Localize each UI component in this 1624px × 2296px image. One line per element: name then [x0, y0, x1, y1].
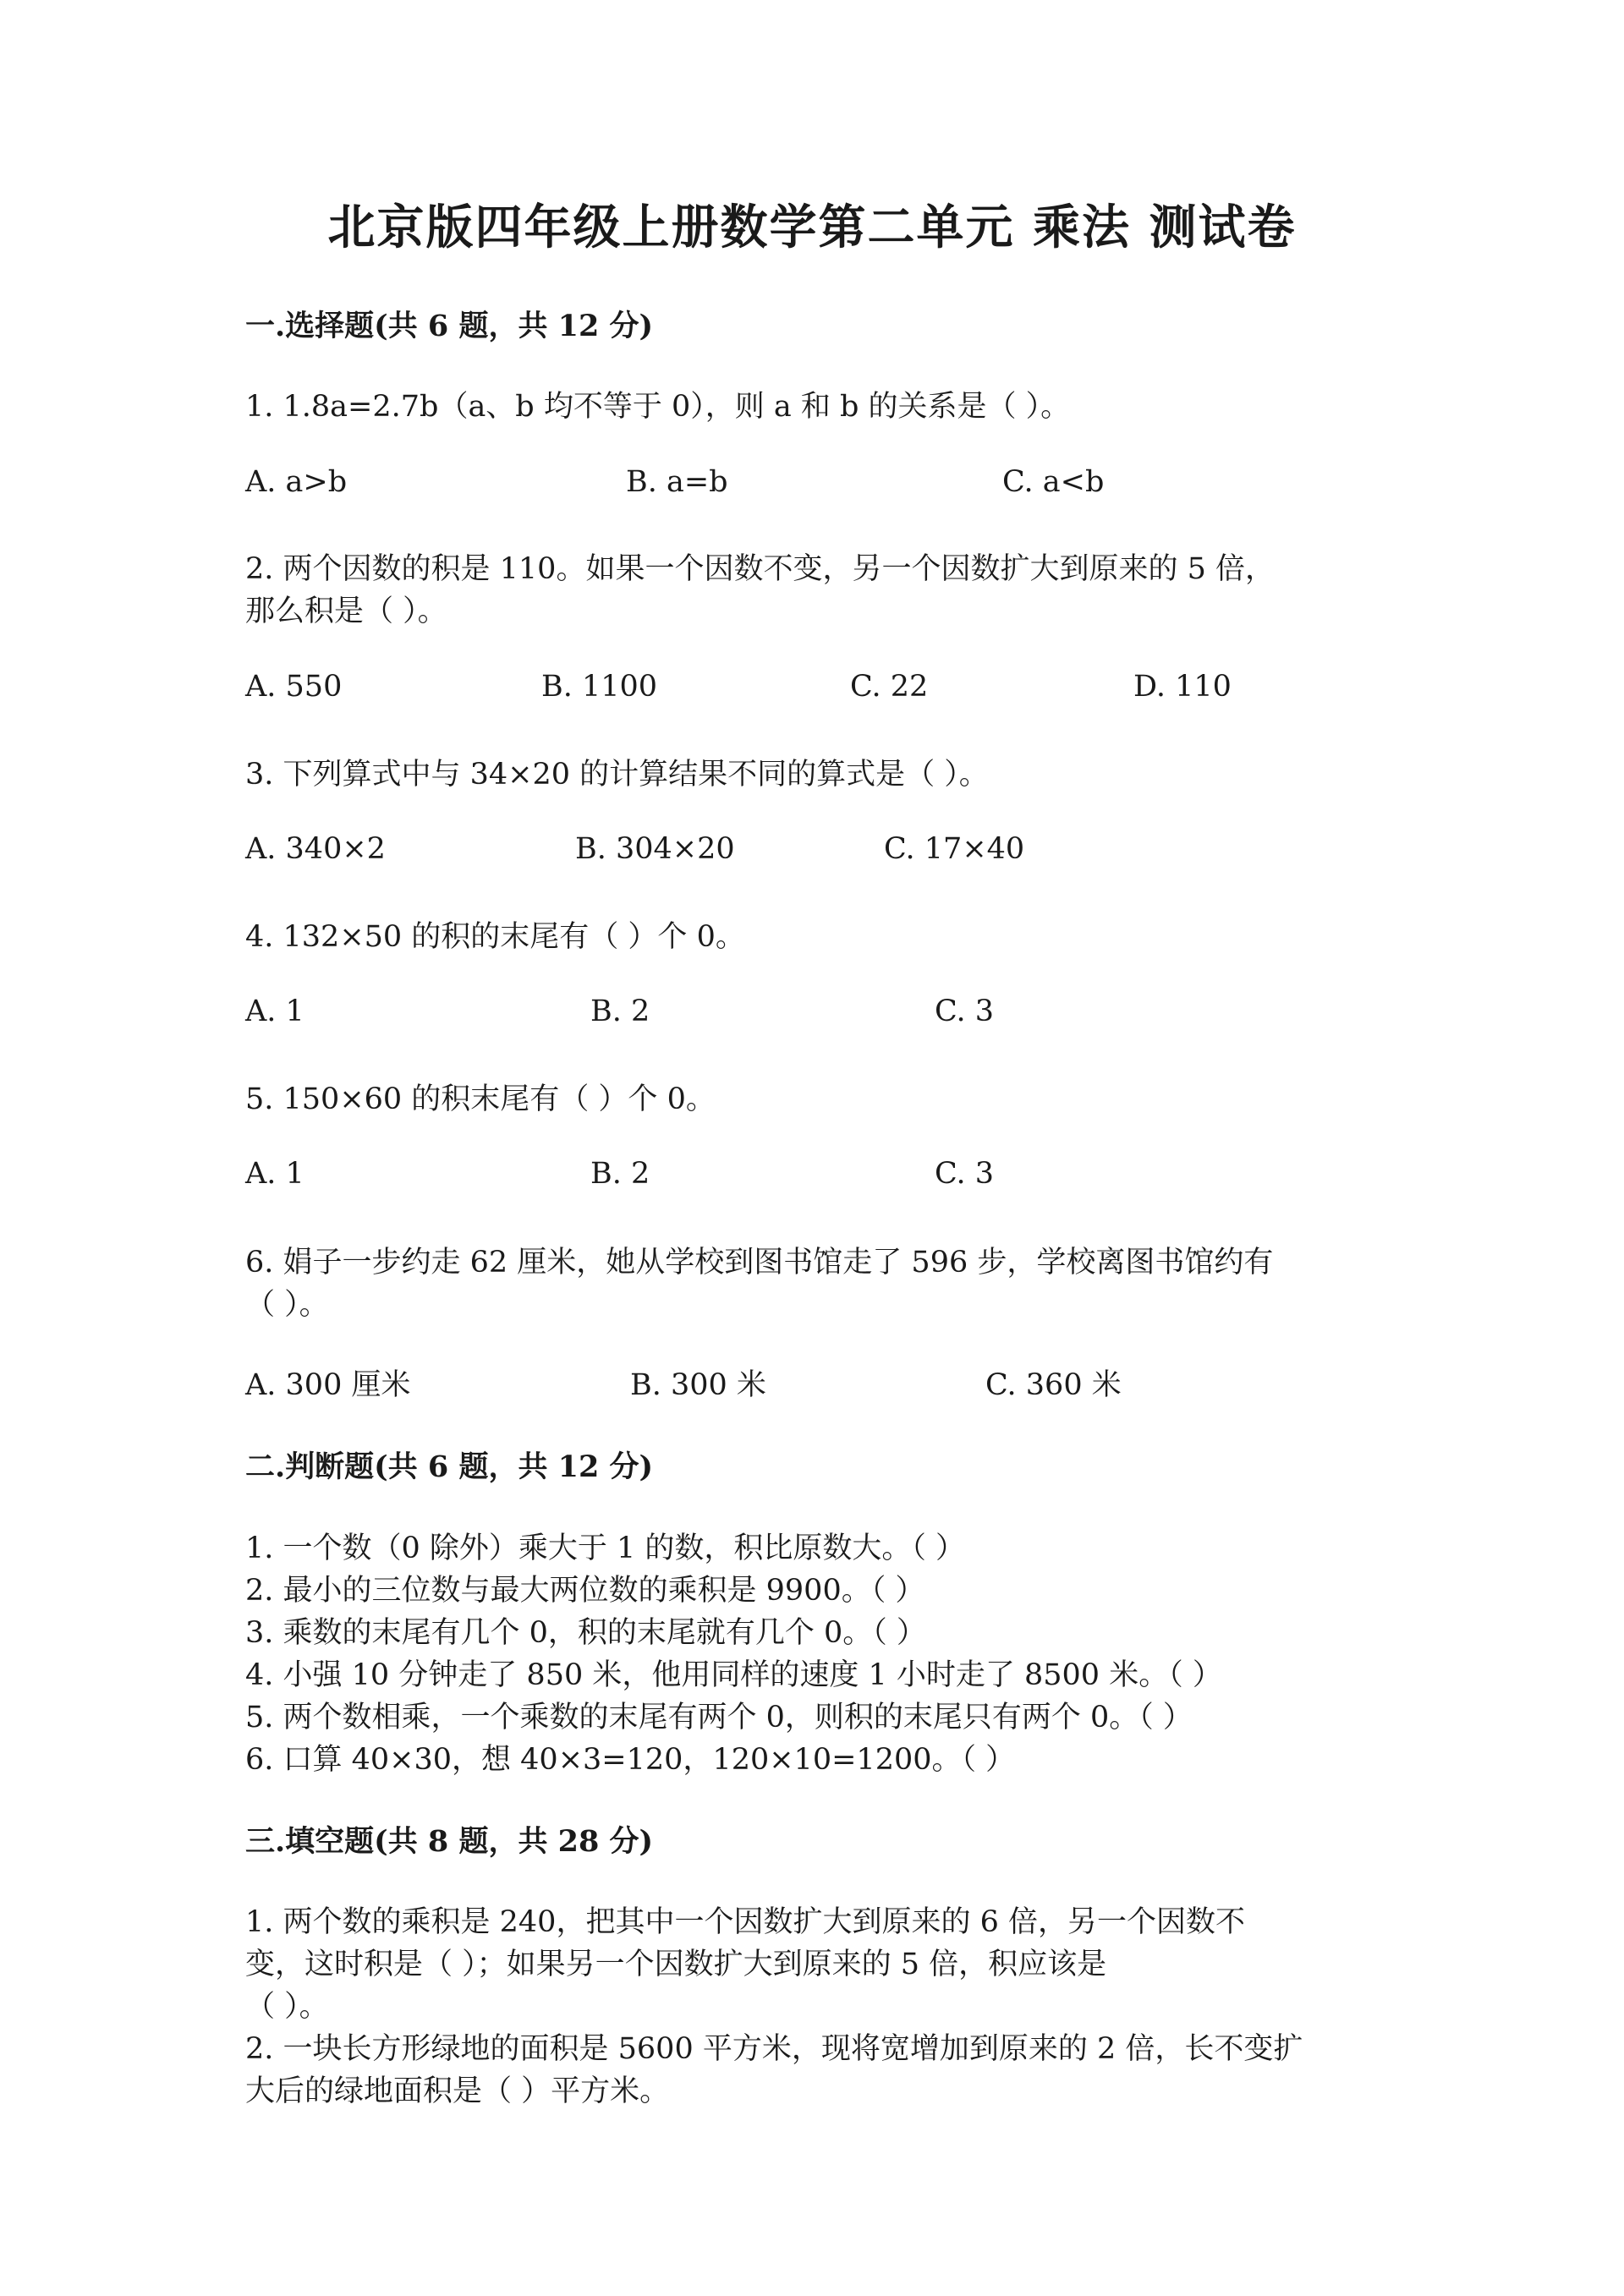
- question-text: 5. 150×60 的积末尾有（ ）个 0。: [245, 1082, 716, 1116]
- option-c: C. 3: [935, 995, 995, 1028]
- question-text: （ ）。: [245, 1288, 329, 1322]
- judgement-item: 4. 小强 10 分钟走了 850 米，他用同样的速度 1 小时走了 8500 米。（ ）: [245, 1658, 1222, 1692]
- option-a: A. 550: [245, 670, 343, 704]
- fill-in-line: 1. 两个数的乘积是 240，把其中一个因数扩大到原来的 6 倍，另一个因数不: [245, 1905, 1245, 1939]
- option-a: A. 300 厘米: [245, 1368, 411, 1402]
- option-a: A. a>b: [245, 465, 348, 499]
- option-a: A. 1: [245, 995, 304, 1028]
- judgement-item: 1. 一个数（0 除外）乘大于 1 的数，积比原数大。（ ）: [245, 1532, 966, 1565]
- option-b: B. 304×20: [575, 832, 735, 866]
- option-a: A. 340×2: [245, 832, 386, 866]
- question-text: 1. 1.8a=2.7b（a、b 均不等于 0），则 a 和 b 的关系是（ ）。: [245, 390, 1071, 424]
- judgement-item: 2. 最小的三位数与最大两位数的乘积是 9900。（ ）: [245, 1574, 925, 1608]
- judgement-item: 5. 两个数相乘，一个乘数的末尾有两个 0，则积的末尾只有两个 0。（ ）: [245, 1701, 1193, 1734]
- question-text: 2. 两个因数的积是 110。如果一个因数不变，另一个因数扩大到原来的 5 倍，: [245, 552, 1275, 586]
- question-text: 4. 132×50 的积的末尾有（ ）个 0。: [245, 920, 745, 954]
- fill-in-line: 2. 一块长方形绿地的面积是 5600 平方米，现将宽增加到原来的 2 倍，长不变扩: [245, 2032, 1303, 2066]
- option-c: C. 3: [935, 1157, 995, 1191]
- option-c: C. a<b: [1002, 465, 1105, 499]
- fill-in-line: （ ）。: [245, 1990, 329, 2024]
- option-c: C. 22: [850, 670, 929, 704]
- option-b: B. 1100: [541, 670, 658, 704]
- judgement-item: 3. 乘数的末尾有几个 0，积的末尾就有几个 0。（ ）: [245, 1616, 926, 1650]
- section-heading-fill-in: 三.填空题(共 8 题，共 28 分): [245, 1824, 654, 1859]
- option-c: C. 360 米: [985, 1368, 1122, 1402]
- option-b: B. 300 米: [630, 1368, 766, 1402]
- option-b: B. 2: [590, 995, 650, 1028]
- judgement-item: 6. 口算 40×30，想 40×3=120，120×10=1200。（ ）: [245, 1743, 1016, 1777]
- question-text: 那么积是（ ）。: [245, 595, 447, 628]
- option-d: D. 110: [1133, 670, 1232, 704]
- page-title: 北京版四年级上册数学第二单元 乘法 测试卷: [327, 200, 1297, 255]
- question-text: 6. 娟子一步约走 62 厘米，她从学校到图书馆走了 596 步，学校离图书馆约有: [245, 1246, 1274, 1280]
- option-c: C. 17×40: [884, 832, 1025, 866]
- section-heading-judgement: 二.判断题(共 6 题，共 12 分): [245, 1449, 654, 1484]
- option-a: A. 1: [245, 1157, 304, 1191]
- section-heading-choice: 一.选择题(共 6 题，共 12 分): [245, 309, 654, 343]
- option-b: B. a=b: [626, 465, 728, 499]
- fill-in-line: 大后的绿地面积是（ ）平方米。: [245, 2074, 670, 2108]
- question-text: 3. 下列算式中与 34×20 的计算结果不同的算式是（ ）。: [245, 758, 989, 792]
- fill-in-line: 变，这时积是（ ）；如果另一个因数扩大到原来的 5 倍，积应该是: [245, 1948, 1107, 1981]
- option-b: B. 2: [590, 1157, 650, 1191]
